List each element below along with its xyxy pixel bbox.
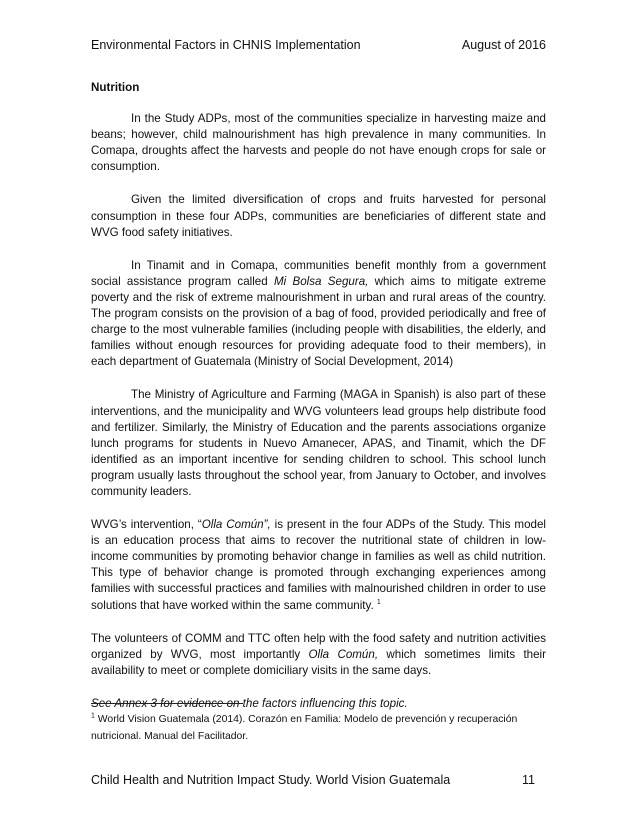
intervention-name-2: Olla Común, (308, 647, 379, 661)
footnote-reference: 1 (376, 598, 381, 606)
footnote-text: World Vision Guatemala (2014). Corazón en Familia: Modelo de prevención y recuperación nutricional. Manual del Facilitador. (91, 714, 518, 742)
section-heading: Nutrition (91, 81, 140, 94)
page-header (91, 38, 546, 52)
page-number: 11 (522, 773, 535, 787)
paragraph-6-text-a: The volunteers of COMM and TTC often help with the food safety and nutrition activities organized by WVG, most importantly (91, 631, 546, 661)
paragraph-3 (91, 258, 546, 371)
footnote (91, 711, 546, 745)
paragraph-1: In the Study ADPs, most of the communities specialize in harvesting maize and beans; however, child malnourishment has high prevalence in many communities. In Comapa, droughts affect the harvests and people do not have enough crops for sale or consumption. (91, 112, 546, 174)
header-title: Environmental Factors in CHNIS Implementation (91, 38, 361, 52)
page-footer (91, 773, 535, 787)
program-name: Mi Bolsa Segura, (273, 274, 369, 288)
paragraph-3-text-b: which aims to mitigate extreme poverty and the risk of extreme malnourishment in urban and rural areas of the country. The program consists on the provision of a bag of food, provided periodically and free of charge to the most vulnerable families (including people with disabilities, the elderly, and families without enough resources for providing adequate food to their members), in each department of Guatemala (Ministry of Social Development, 2014) (91, 274, 546, 369)
annex-note: See Annex 3 for evidence on the factors influencing this topic. (91, 696, 408, 710)
intervention-name: Olla Común”, (201, 518, 271, 532)
footnote-divider (91, 703, 243, 704)
paragraph-2: Given the limited diversification of crops and fruits harvested for personal consumption in these four ADPs, communities are beneficiaries of different state and WVG food safety initiatives. (91, 193, 546, 239)
footer-text: Child Health and Nutrition Impact Study. World Vision Guatemala (91, 773, 451, 787)
header-date: August of 2016 (461, 38, 546, 52)
paragraph-5-text-a: WVG’s intervention, “ (91, 518, 202, 532)
paragraph-3-text-a: In Tinamit and in Comapa, communities benefit monthly from a government social assistance program called (91, 258, 546, 288)
paragraph-4: The Ministry of Agriculture and Farming (MAGA in Spanish) is also part of these interventions, and the municipality and WVG volunteers lead groups help distribute food and fertilizer. Similarly, the Ministry of Education and the parents associations organize lunch programs for students in Nuevo Amanecer, APAS, and Tinamit, which the DF identified as an important incentive for sending children to school. This school lunch program usually lasts throughout the school year, from January to October, and involves community leaders. (91, 388, 546, 498)
paragraph-5 (91, 517, 546, 614)
paragraph-6-text-b: which sometimes limits their availability to meet or complete domiciliary visits in the same days. (91, 647, 546, 677)
paragraph-5-text-b: is present in the four ADPs of the Study. This model is an education process that aims to recover the nutritional state of children in low-income communities by promoting behavior change in families as well as child nutrition. This type of behavior change is promoted through exchanging experiences among families with successful practices and families with malnourished children in order to use solutions that have worked within the same community. (91, 518, 547, 612)
paragraph-6 (91, 631, 546, 679)
main-content (91, 80, 546, 729)
footnote-number: 1 (91, 712, 95, 720)
